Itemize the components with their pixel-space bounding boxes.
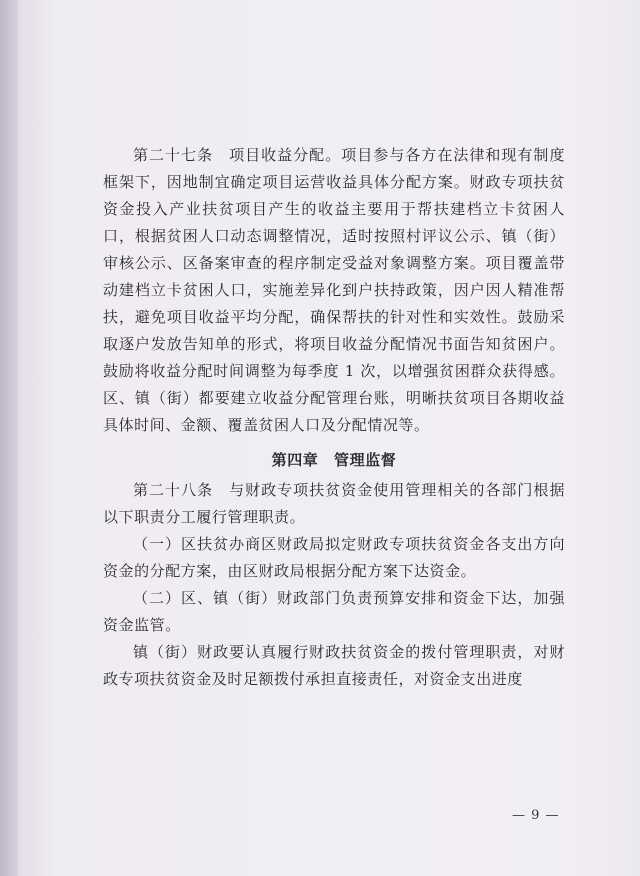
document-body [103,142,565,693]
page-edge-shadow [0,0,18,876]
page-number: — 9 — [512,808,560,823]
article-28-paragraph: 第二十八条 与财政专项扶贫资金使用管理相关的各部门根据以下职责分工履行管理职责。 [103,481,565,526]
chapter-title: 第四章 管理监督 [271,451,397,469]
item-2-paragraph: （二）区、镇（街）财政部门负责预算安排和资金下达，加强资金监管。 [103,589,565,634]
section-gap [103,439,565,445]
article-27-paragraph: 第二十七条 项目收益分配。项目参与各方在法律和现有制度框架下，因地制宜确定项目运营收益具体分配方案。财政专项扶贫资金投入产业扶贫项目产生的收益主要用于帮扶建档立卡贫困人口，根据贫困人口动态调整情况，适时按照村评议公示、镇（街）审核公示、区备案审查的程序制定受益对象调整方案。项目覆盖带动建档立卡贫困人口，实施差异化到户扶持政策，因户因人精准帮扶，避免项目收益平均分配，确保帮扶的针对性和实效性。鼓励采取逐户发放告知单的形式，将项目收益分配情况书面告知贫困户。鼓励将收益分配时间调整为每季度 1 次，以增强贫困群众获得感。区、镇（街）都要建立收益分配管理台账，明晰扶贫项目各期收益具体时间、金额、覆盖贫困人口及分配情况等。 [103,146,565,434]
item-1-paragraph: （一）区扶贫办商区财政局拟定财政专项扶贫资金各支出方向资金的分配方案，由区财政局根据分配方案下达资金。 [103,535,565,580]
item-3-paragraph: 镇（街）财政要认真履行财政扶贫资金的拨付管理职责，对财政专项扶贫资金及时足额拨付承担直接责任，对资金支出进度 [103,643,565,688]
